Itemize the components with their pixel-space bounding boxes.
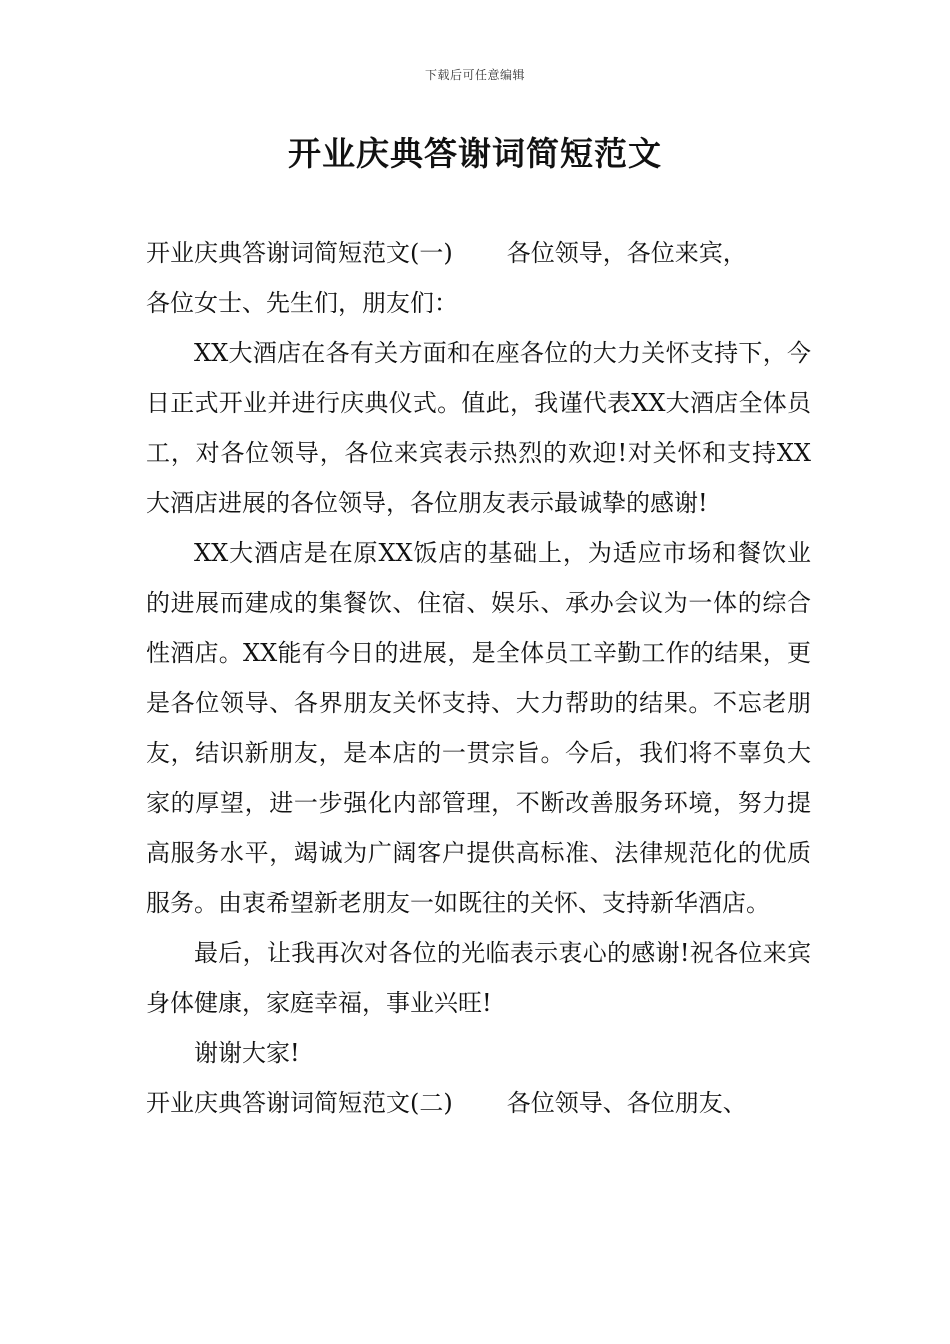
section-1-greeting: 各位领导，各位来宾， bbox=[506, 239, 747, 267]
section-1-heading-line bbox=[146, 228, 811, 278]
section-1-heading: 开业庆典答谢词简短范文(一) bbox=[146, 239, 453, 267]
paragraph-1: XX大酒店在各有关方面和在座各位的大力关怀支持下，今日正式开业并进行庆典仪式。值此，我谨代表XX大酒店全体员工，对各位领导，各位来宾表示热烈的欢迎!对关怀和支持XX大酒店进展的各位领导，各位朋友表示最诚挚的感谢! bbox=[146, 339, 811, 517]
paragraph-3: 最后，让我再次对各位的光临表示衷心的感谢!祝各位来宾身体健康，家庭幸福，事业兴旺! bbox=[146, 939, 811, 1017]
section-2-greeting: 各位领导、各位朋友、 bbox=[506, 1089, 747, 1117]
document-body bbox=[146, 228, 811, 1128]
header-note: 下载后可任意编辑 bbox=[424, 68, 525, 82]
section-2-heading: 开业庆典答谢词简短范文(二) bbox=[146, 1089, 453, 1117]
paragraph-4: 谢谢大家! bbox=[194, 1039, 300, 1067]
section-2-heading-line bbox=[146, 1078, 811, 1128]
paragraph-2: XX大酒店是在原XX饭店的基础上，为适应市场和餐饮业的进展而建成的集餐饮、住宿、娱乐、承办会议为一体的综合性酒店。XX能有今日的进展，是全体员工辛勤工作的结果，更是各位领导、各界朋友关怀支持、大力帮助的结果。不忘老朋友，结识新朋友，是本店的一贯宗旨。今后，我们将不辜负大家的厚望，进一步强化内部管理，不断改善服务环境，努力提高服务水平，竭诚为广阔客户提供高标准、法律规范化的优质服务。由衷希望新老朋友一如既往的关怀、支持新华酒店。 bbox=[146, 539, 811, 917]
section-1-greeting-continued: 各位女士、先生们，朋友们： bbox=[146, 289, 458, 317]
document-title: 开业庆典答谢词简短范文 bbox=[288, 134, 662, 173]
